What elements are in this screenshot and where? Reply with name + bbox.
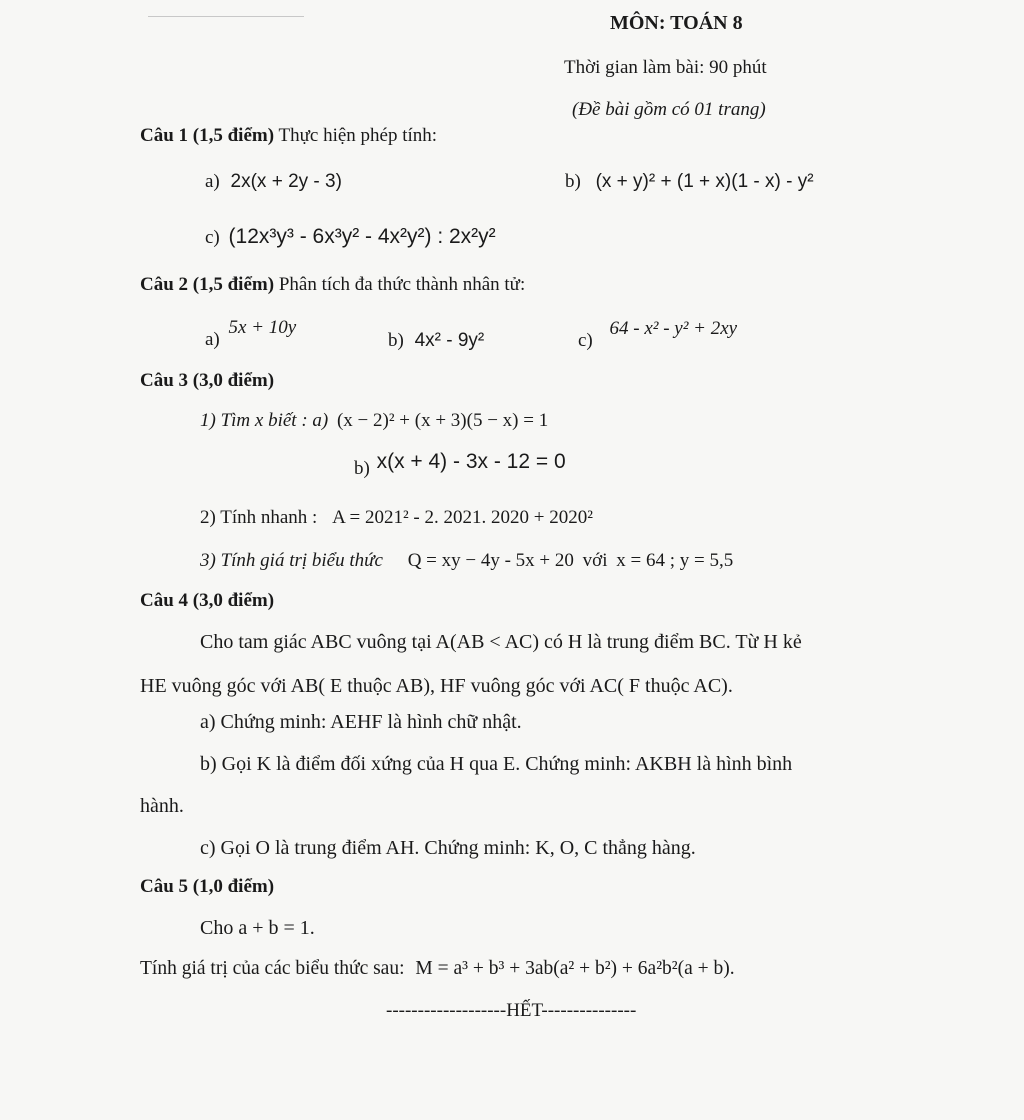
q4-line1: Cho tam giác ABC vuông tại A(AB < AC) có H là trung điểm BC. Từ H kẻ xyxy=(200,631,802,653)
page-note: (Đề bài gồm có 01 trang) xyxy=(572,99,766,120)
q2-title: Câu 2 (1,5 điểm) xyxy=(140,274,275,295)
q1-c xyxy=(205,225,496,249)
q1-title: Câu 1 (1,5 điểm) xyxy=(140,125,275,146)
q2-b-expr: 4x² - 9y² xyxy=(414,330,485,351)
q3-p1-a-expr: (x − 2)² + (x + 3)(5 − x) = 1 xyxy=(336,410,549,431)
q5-given: Cho a + b = 1. xyxy=(200,917,315,939)
q4-part-b-line2: hành. xyxy=(140,795,184,817)
q3-part3 xyxy=(200,550,733,572)
q1-b xyxy=(565,171,814,193)
q2-a-label: a) xyxy=(205,329,220,350)
q4-part-c: c) Gọi O là trung điểm AH. Chứng minh: K, O, C thẳng hàng. xyxy=(200,837,696,859)
q1-c-label: c) xyxy=(205,227,220,248)
end-marker: -------------------HẾT--------------- xyxy=(386,1000,637,1021)
q2-a xyxy=(205,317,297,350)
q4-part-a: a) Chứng minh: AEHF là hình chữ nhật. xyxy=(200,711,522,733)
q3-part1-b xyxy=(354,450,566,479)
subject-title: MÔN: TOÁN 8 xyxy=(610,12,743,34)
q3-part2 xyxy=(200,507,593,529)
q1-c-expr: (12x³y³ - 6x³y² - 4x²y²) : 2x²y² xyxy=(228,225,496,248)
q1-b-expr: (x + y)² + (1 + x)(1 - x) - y² xyxy=(595,171,814,192)
q1-instruction: Thực hiện phép tính: xyxy=(278,125,438,146)
q2-b-label: b) xyxy=(388,330,404,351)
q2-a-expr: 5x + 10y xyxy=(228,317,297,338)
q5-task-label: Tính giá trị của các biểu thức sau: xyxy=(140,958,405,979)
q3-p2-label: 2) Tính nhanh : xyxy=(200,507,318,528)
q3-p3-expr: Q = xy − 4y - 5x + 20 xyxy=(407,550,574,571)
q2-c-expr: 64 - x² - y² + 2xy xyxy=(609,318,738,339)
top-divider xyxy=(148,16,304,17)
q1-a-label: a) xyxy=(205,171,220,192)
q5-task xyxy=(140,958,735,980)
q1-heading xyxy=(140,125,437,147)
q2-c xyxy=(578,318,738,351)
q1-a xyxy=(205,171,342,193)
q2-instruction: Phân tích đa thức thành nhân tử: xyxy=(278,274,526,295)
q4-title: Câu 4 (3,0 điểm) xyxy=(140,590,275,611)
q4-part-b-line1: b) Gọi K là điểm đối xứng của H qua E. Chứng minh: AKBH là hình bình xyxy=(200,753,793,775)
q3-title: Câu 3 (3,0 điểm) xyxy=(140,370,275,391)
q3-p1-b-label: b) xyxy=(354,458,370,479)
q2-heading xyxy=(140,274,525,296)
q3-p3-with: với xyxy=(582,550,608,571)
time-limit: Thời gian làm bài: 90 phút xyxy=(564,57,767,78)
q1-b-label: b) xyxy=(565,171,581,192)
q3-part1 xyxy=(200,410,548,432)
q1-a-expr: 2x(x + 2y - 3) xyxy=(230,171,342,192)
q3-p3-vals: x = 64 ; y = 5,5 xyxy=(616,550,734,571)
q3-p1-b-expr: x(x + 4) - 3x - 12 = 0 xyxy=(376,450,566,473)
q2-b xyxy=(388,330,484,352)
q5-title: Câu 5 (1,0 điểm) xyxy=(140,876,275,897)
q4-line2: HE vuông góc với AB( E thuộc AB), HF vuông góc với AC( F thuộc AC). xyxy=(140,675,733,697)
q5-task-expr: M = a³ + b³ + 3ab(a² + b²) + 6a²b²(a + b). xyxy=(415,958,735,979)
q2-c-label: c) xyxy=(578,330,593,351)
q3-p2-expr: A = 2021² - 2. 2021. 2020 + 2020² xyxy=(332,507,593,528)
q3-p3-label: 3) Tính giá trị biểu thức xyxy=(200,550,383,571)
q3-p1-label: 1) Tìm x biết : a) xyxy=(200,410,329,431)
